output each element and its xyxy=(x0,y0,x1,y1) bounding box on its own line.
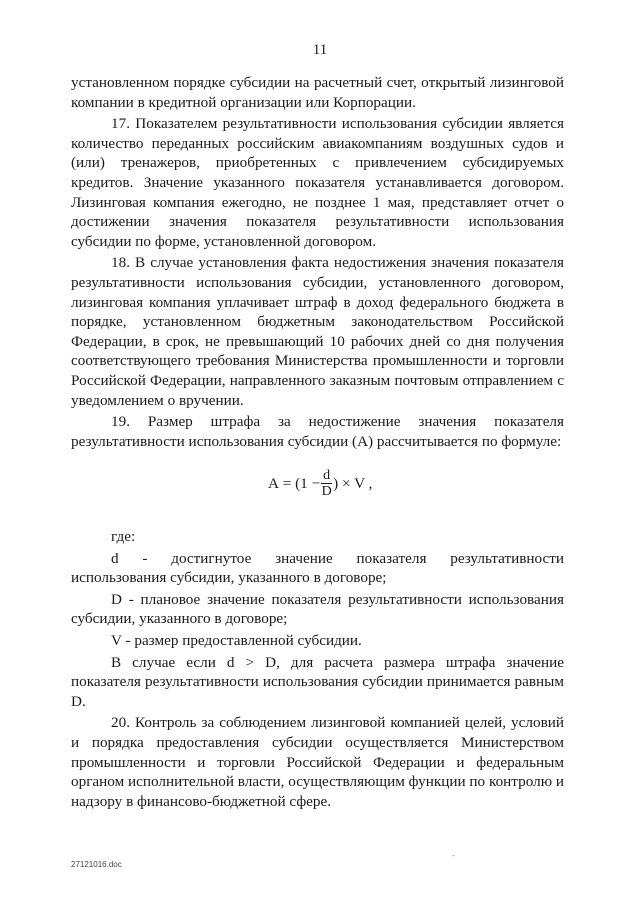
definition-d-first-line xyxy=(71,549,564,569)
formula-denominator: D xyxy=(321,484,332,499)
paragraph-18: 18. В случае установления факта недостижения значения показателя результативности использования субсидии, установленного договором, лизинговая компания уплачивает штраф в доход федерального бюджета в порядке, установленном бюджетным законодательством Российской Федерации, в срок, не превышающий 10 рабочих дней со дня получения соответствующего требования Министерства промышленности и торговли Российской Федерации, направленного заказным почтовым отправлением с уведомлением о вручении. xyxy=(71,254,564,409)
formula-legend xyxy=(71,527,564,813)
formula-rhs: ) × V , xyxy=(333,474,373,492)
definition-d-word-2: значение xyxy=(275,549,333,567)
definition-d-word-3: показателя xyxy=(356,549,427,567)
definition-d-dash: - xyxy=(142,549,148,567)
definition-d-continuation: использования субсидии, указанного в договоре; xyxy=(71,569,387,587)
paragraph-19: 19. Размер штрафа за недостижение значения показателя результативности использования субсидии (А) рассчитывается по формуле: xyxy=(71,413,564,450)
formula-numerator: d xyxy=(323,468,331,483)
definition-v: V - размер предоставленной субсидии. xyxy=(111,631,362,649)
document-body xyxy=(71,73,564,453)
definition-d-word-1: достигнутое xyxy=(171,549,252,567)
definition-d-symbol: d xyxy=(111,549,119,567)
page-number: 11 xyxy=(312,42,328,58)
footer-mark: - xyxy=(452,851,455,860)
penalty-formula xyxy=(268,468,372,499)
where-label: где: xyxy=(111,528,136,545)
paragraph-17: 17. Показателем результативности использования субсидии является количество переданных российским авиакомпаниям воздушных судов и (или) тренажеров, приобретенных с привлечением субсидируемых кредитов. Значение указанного показателя устанавливается договором. Лизинговая компания ежегодно, не позднее 1 мая, представляет отчет о достижении значения показателя результативности использования субсидии по форме, установленной договором. xyxy=(71,115,564,250)
footer-file-name: 27121016.doc xyxy=(71,860,122,869)
paragraph-20: 20. Контроль за соблюдением лизинговой компанией целей, условий и порядка предоставления субсидии осуществляется Министерством промышленности и торговли Российской Федерации и федеральным органом исполнительной власти, осуществляющим функции по контролю и надзору в финансово-бюджетной сфере. xyxy=(71,714,564,810)
paragraph-continuation: установленном порядке субсидии на расчетный счет, открытый лизинговой компании в кредитной организации или Корпорации. xyxy=(71,74,564,111)
formula-fraction xyxy=(321,468,332,499)
formula-lhs: А = (1 − xyxy=(268,474,321,492)
definition-d-word-4: результативности xyxy=(450,549,564,567)
definition-big-d: D - плановое значение показателя результативности использования субсидии, указанного в договоре; xyxy=(71,590,564,628)
condition-paragraph: В случае если d > D, для расчета размера штрафа значение показателя результативности использования субсидии принимается равным D. xyxy=(71,653,564,710)
